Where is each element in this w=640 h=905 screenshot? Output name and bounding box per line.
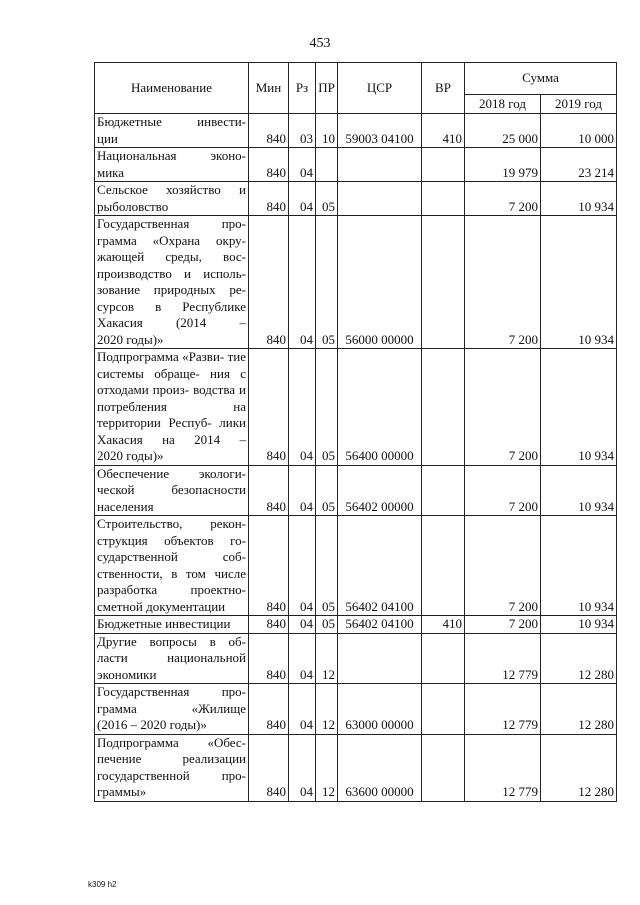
table-row	[95, 616, 617, 634]
row-name	[95, 616, 249, 634]
cell-pr: 05	[316, 349, 338, 466]
cell-y2019: 23 214	[541, 148, 617, 182]
cell-y2019: 12 280	[541, 734, 617, 801]
row-name-line: жающей среды, вос-	[97, 249, 246, 264]
row-name-line: рыболовство	[97, 198, 169, 214]
row-name	[95, 148, 249, 182]
row-name-line: ласти национальной	[97, 650, 246, 665]
row-name-line: печение реализации	[97, 751, 246, 766]
cell-rz: 04	[289, 216, 316, 349]
row-name-line: сурсов в Республике	[97, 298, 246, 314]
cell-csr: 56402 04100	[338, 516, 422, 616]
cell-vr	[422, 182, 465, 216]
cell-pr: 05	[316, 216, 338, 349]
cell-rz: 04	[289, 616, 316, 634]
budget-table	[94, 62, 617, 802]
row-name-line: ческой безопасности	[97, 482, 246, 497]
cell-vr	[422, 684, 465, 735]
table-row	[95, 114, 617, 148]
row-name-line: грамма «Жилище	[97, 700, 246, 716]
cell-min: 840	[249, 148, 289, 182]
cell-pr: 12	[316, 734, 338, 801]
cell-vr	[422, 633, 465, 684]
table-row	[95, 684, 617, 735]
cell-y2018: 7 200	[465, 349, 541, 466]
cell-rz: 03	[289, 114, 316, 148]
cell-y2019: 10 934	[541, 182, 617, 216]
cell-pr: 12	[316, 684, 338, 735]
row-name-line: Строительство, рекон-	[97, 516, 246, 531]
row-name-line: ции	[97, 130, 118, 146]
header-csr: ЦСР	[338, 63, 422, 114]
table-body	[95, 114, 617, 802]
row-name	[95, 114, 249, 148]
footer-code: k309 h2	[88, 880, 117, 889]
row-name-line: водства и потребления	[97, 382, 247, 414]
row-name-line: сметной документации	[97, 598, 226, 614]
row-name-line: сударственной соб-	[97, 549, 246, 564]
table-row	[95, 516, 617, 616]
cell-rz: 04	[289, 684, 316, 735]
cell-csr: 56402 04100	[338, 616, 422, 634]
cell-min: 840	[249, 616, 289, 634]
header-pr: ПР	[316, 63, 338, 114]
cell-csr: 63000 00000	[338, 684, 422, 735]
cell-pr: 10	[316, 114, 338, 148]
row-name-line: Государственная про-	[97, 684, 246, 699]
table-row	[95, 734, 617, 801]
cell-csr: 56000 00000	[338, 216, 422, 349]
header-year-2018: 2018 год	[465, 95, 541, 114]
row-name-line: Хакасия (2014 –	[97, 315, 246, 330]
cell-csr: 56402 00000	[338, 465, 422, 516]
header-rz: Рз	[289, 63, 316, 114]
cell-y2019: 10 934	[541, 616, 617, 634]
cell-y2018: 19 979	[465, 148, 541, 182]
row-name	[95, 684, 249, 735]
row-name-line: ственности, в том числе	[97, 565, 246, 581]
row-name	[95, 182, 249, 216]
cell-y2018: 25 000	[465, 114, 541, 148]
row-name-line: населения	[97, 498, 154, 514]
table-row	[95, 182, 617, 216]
cell-min: 840	[249, 734, 289, 801]
cell-min: 840	[249, 216, 289, 349]
cell-y2019: 10 000	[541, 114, 617, 148]
cell-vr	[422, 349, 465, 466]
table-row	[95, 349, 617, 466]
row-name-line: производство и исполь-	[97, 265, 246, 281]
row-name-line: мика	[97, 164, 125, 180]
cell-csr: 59003 04100	[338, 114, 422, 148]
row-name-line: зование природных ре-	[97, 282, 246, 297]
cell-csr	[338, 633, 422, 684]
row-name-line: 2020 годы)»	[97, 331, 164, 347]
row-name	[95, 516, 249, 616]
row-name-line: Обеспечение экологи-	[97, 465, 246, 481]
row-name-line: тие системы обраще-	[97, 349, 246, 381]
row-name	[95, 465, 249, 516]
cell-pr: 05	[316, 465, 338, 516]
cell-y2019: 10 934	[541, 465, 617, 516]
header-min: Мин	[249, 63, 289, 114]
cell-min: 840	[249, 684, 289, 735]
row-name-line: струкция объектов го-	[97, 532, 246, 548]
cell-y2019: 10 934	[541, 516, 617, 616]
cell-y2018: 7 200	[465, 216, 541, 349]
cell-y2018: 12 779	[465, 684, 541, 735]
row-name-line: экономики	[97, 666, 157, 682]
row-name-line: лики Хакасия на 2014 –	[97, 415, 247, 447]
row-name-line: Бюджетные инвести-	[97, 114, 246, 129]
row-name-line: на территории Респуб-	[97, 398, 246, 430]
cell-csr	[338, 148, 422, 182]
row-name-line: 2020 годы)»	[97, 448, 164, 463]
cell-rz: 04	[289, 516, 316, 616]
cell-rz: 04	[289, 182, 316, 216]
cell-y2018: 7 200	[465, 616, 541, 634]
cell-pr: 05	[316, 516, 338, 616]
cell-rz: 04	[289, 734, 316, 801]
cell-y2018: 12 779	[465, 633, 541, 684]
cell-vr: 410	[422, 616, 465, 634]
cell-csr: 56400 00000	[338, 349, 422, 466]
cell-min: 840	[249, 182, 289, 216]
row-name-line: (2016 – 2020 годы)»	[97, 717, 207, 732]
cell-csr: 63600 00000	[338, 734, 422, 801]
cell-csr	[338, 182, 422, 216]
row-name-line: Другие вопросы в об-	[97, 633, 246, 649]
header-sum: Сумма	[465, 63, 617, 95]
row-name-line: грамма «Охрана окру-	[97, 232, 246, 248]
cell-min: 840	[249, 633, 289, 684]
cell-y2018: 12 779	[465, 734, 541, 801]
header-vr: ВР	[422, 63, 465, 114]
cell-min: 840	[249, 465, 289, 516]
row-name-line: граммы»	[97, 784, 147, 799]
cell-min: 840	[249, 114, 289, 148]
cell-pr: 12	[316, 633, 338, 684]
cell-y2019: 10 934	[541, 349, 617, 466]
table-row	[95, 465, 617, 516]
row-name-line: Подпрограмма «Разви-	[97, 349, 225, 364]
cell-y2018: 7 200	[465, 465, 541, 516]
header-year-2019: 2019 год	[541, 95, 617, 114]
row-name-line: Национальная эконо-	[97, 148, 246, 163]
row-name	[95, 349, 249, 466]
cell-y2018: 7 200	[465, 516, 541, 616]
header-name: Наименование	[95, 63, 249, 114]
cell-pr: 05	[316, 182, 338, 216]
row-name-line: государственной про-	[97, 767, 246, 783]
table-row	[95, 216, 617, 349]
page-number: 453	[309, 36, 331, 51]
row-name-line: Бюджетные инвестиции	[97, 616, 231, 631]
cell-rz: 04	[289, 349, 316, 466]
row-name-line: Государственная про-	[97, 216, 246, 231]
cell-vr	[422, 465, 465, 516]
cell-vr	[422, 216, 465, 349]
row-name-line: Подпрограмма «Обес-	[97, 734, 246, 750]
cell-rz: 04	[289, 633, 316, 684]
cell-vr	[422, 734, 465, 801]
row-name	[95, 633, 249, 684]
cell-pr: 05	[316, 616, 338, 634]
row-name	[95, 734, 249, 801]
row-name-line: разработка проектно-	[97, 582, 246, 597]
row-name-line: ния с отходами произ-	[97, 365, 247, 397]
cell-y2019: 10 934	[541, 216, 617, 349]
cell-rz: 04	[289, 465, 316, 516]
cell-rz: 04	[289, 148, 316, 182]
cell-y2018: 7 200	[465, 182, 541, 216]
cell-y2019: 12 280	[541, 684, 617, 735]
cell-pr	[316, 148, 338, 182]
cell-y2019: 12 280	[541, 633, 617, 684]
cell-min: 840	[249, 516, 289, 616]
cell-vr	[422, 148, 465, 182]
table-row	[95, 148, 617, 182]
cell-min: 840	[249, 349, 289, 466]
table-row	[95, 633, 617, 684]
row-name-line: Сельское хозяйство и	[97, 182, 246, 197]
cell-vr	[422, 516, 465, 616]
cell-vr: 410	[422, 114, 465, 148]
row-name	[95, 216, 249, 349]
